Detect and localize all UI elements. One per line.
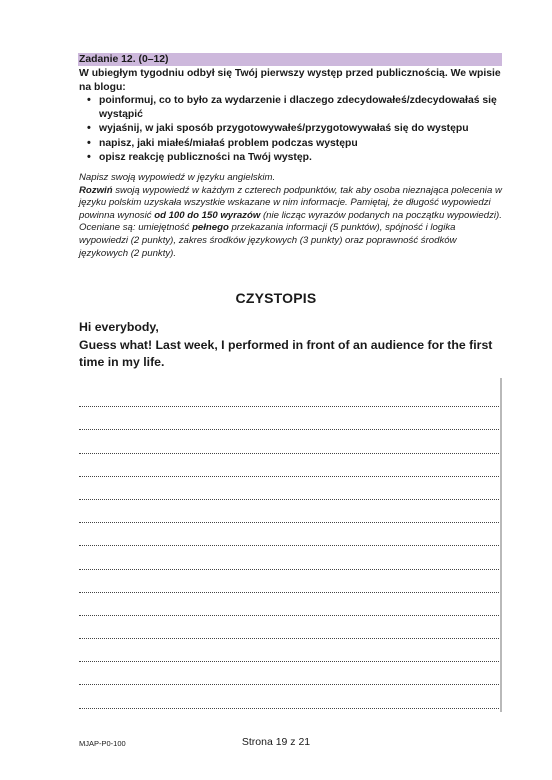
answer-line[interactable] — [79, 407, 499, 430]
answer-line[interactable] — [79, 384, 499, 407]
instructions-bold: pełnego — [192, 222, 229, 234]
task-bullet: • opisz reakcję publiczności na Twój występ. — [79, 151, 504, 165]
instructions-bold: od 100 do 150 wyrazów — [154, 209, 261, 221]
instructions-text: przekazania informacji (5 punktów), spójność i logika wypowiedzi (2 punkty), zakres środków językowych (3 punkty) oraz poprawność środków językowych (2 punkty). — [79, 222, 457, 259]
margin-bar — [500, 378, 502, 712]
answer-line[interactable] — [79, 616, 499, 639]
footer-page-number: Strona 19 z 21 — [241, 736, 311, 748]
instructions-text: swoją wypowiedź w każdym z czterech podpunktów, tak aby osoba nieznająca polecenia w języku polskim uzyskała wszystkie wskazane w nim informacje. Pamiętaj, że długość wypowiedzi powinna wynosić — [79, 184, 502, 221]
answer-line[interactable] — [79, 662, 499, 685]
footer-code: MJAP-P0-100 — [79, 739, 126, 748]
task-bullet: • wyjaśnij, w jaki sposób przygotowywałeś/przygotowywałaś się do występu — [79, 122, 504, 136]
letter-opening: Guess what! Last week, I performed in front of an audience for the first time in my life. — [79, 337, 493, 369]
instructions-paragraph — [79, 185, 507, 261]
answer-line[interactable] — [79, 546, 499, 569]
task-bullet: • poinformuj, co to było za wydarzenie i dlaczego zdecydowałeś/zdecydowałaś się wystąpić — [79, 94, 504, 121]
task-instructions — [79, 172, 507, 260]
answer-line[interactable] — [79, 639, 499, 662]
letter-start — [79, 319, 504, 372]
answer-line[interactable] — [79, 570, 499, 593]
answer-line[interactable] — [79, 500, 499, 523]
letter-greeting: Hi everybody, — [79, 320, 159, 334]
task-bullet: • napisz, jaki miałeś/miałaś problem podczas występu — [79, 137, 504, 151]
answer-line[interactable] — [79, 685, 499, 708]
section-title: CZYSTOPIS — [235, 290, 317, 306]
instructions-line: Napisz swoją wypowiedź w języku angielskim. — [79, 172, 276, 183]
instructions-text: (nie licząc wyrazów podanych na początku wypowiedzi). Oceniane są: umiejętność — [79, 209, 502, 234]
task-bullet-list — [79, 94, 504, 165]
answer-line[interactable] — [79, 454, 499, 477]
answer-line[interactable] — [79, 593, 499, 616]
answer-line[interactable] — [79, 523, 499, 546]
task-intro: W ubiegłym tygodniu odbył się Twój pierwszy występ przed publicznością. We wpisie na blogu: — [79, 68, 501, 93]
answer-line[interactable] — [79, 477, 499, 500]
instructions-bold: Rozwiń — [79, 184, 113, 196]
task-header: Zadanie 12. (0–12) — [78, 53, 502, 66]
answer-area[interactable] — [79, 384, 499, 709]
answer-line[interactable] — [79, 430, 499, 453]
